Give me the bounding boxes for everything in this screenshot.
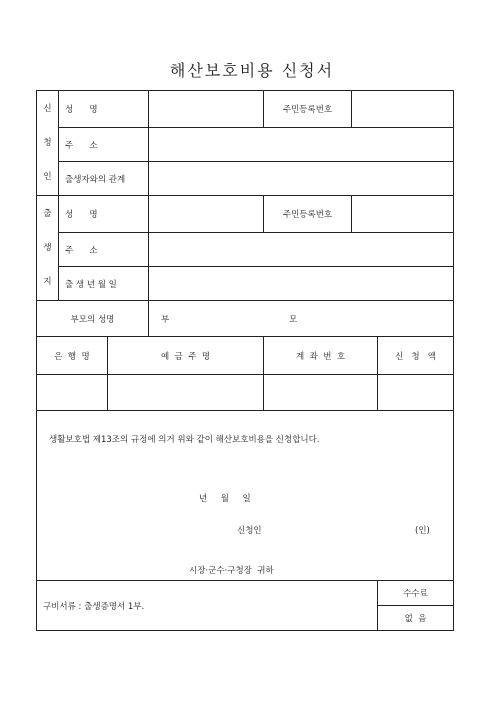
relation-field[interactable]: [149, 162, 454, 196]
account-holder-field[interactable]: [108, 375, 264, 411]
applicant-char-3: 인: [43, 172, 52, 182]
account-number-field[interactable]: [264, 375, 378, 411]
applicant-id-field[interactable]: [352, 91, 454, 128]
birth-char-2: 생: [43, 243, 52, 253]
amount-field[interactable]: [378, 375, 454, 411]
applicant-char-2: 청: [43, 138, 52, 148]
birth-section-label: [37, 196, 59, 301]
child-name-label: 성 명: [59, 196, 149, 233]
birth-char-1: 출: [43, 209, 52, 219]
birthdate-label: 출 생 년 월 일: [59, 267, 149, 301]
applicant-name-label: 성 명: [59, 91, 149, 128]
birthdate-field[interactable]: [149, 267, 454, 301]
applicant-id-label: 주민등록번호: [264, 91, 352, 128]
statement-text: 생활보호법 제13조의 규정에 의거 위와 같이 해산보호비용을 신청합니다.: [49, 435, 320, 445]
applicant-name-field[interactable]: [149, 91, 264, 128]
applicant-address-label: 주 소: [59, 128, 149, 162]
child-address-label: 주 소: [59, 233, 149, 267]
mother-label: 모: [289, 315, 298, 325]
date-line: 년 월 일: [199, 494, 251, 504]
parent-name-field[interactable]: [149, 301, 454, 337]
child-name-field[interactable]: [149, 196, 264, 233]
amount-header: 신 청 액: [378, 337, 454, 375]
birth-char-3: 지: [43, 277, 52, 287]
applicant-signature-label: 신청인: [237, 526, 262, 536]
child-id-field[interactable]: [352, 196, 454, 233]
applicant-section-label: [37, 91, 59, 196]
account-holder-header: 예 금 주 명: [108, 337, 264, 375]
account-number-header: 계 좌 번 호: [264, 337, 378, 375]
form-title: 해산보호비용 신청서: [169, 61, 335, 80]
parent-name-label: 부모의 성명: [37, 301, 149, 337]
recipient-line: 시장·군수·구청장 귀하: [189, 566, 274, 576]
applicant-char-1: 신: [43, 104, 52, 114]
child-address-field[interactable]: [149, 233, 454, 267]
application-form-table: [36, 90, 454, 631]
bank-name-header: 은 행 명: [37, 337, 108, 375]
applicant-address-field[interactable]: [149, 128, 454, 162]
child-id-label: 주민등록번호: [264, 196, 352, 233]
seal-mark: (인): [415, 526, 430, 536]
required-documents: 구비서류 : 출생증명서 1부.: [37, 581, 378, 631]
statement-block: [37, 411, 454, 581]
fee-label: 수수료: [378, 581, 454, 606]
bank-name-field[interactable]: [37, 375, 108, 411]
relation-label: 출생자와의 관계: [59, 162, 149, 196]
fee-value: 없 음: [378, 606, 454, 631]
father-label: 부: [161, 315, 170, 325]
